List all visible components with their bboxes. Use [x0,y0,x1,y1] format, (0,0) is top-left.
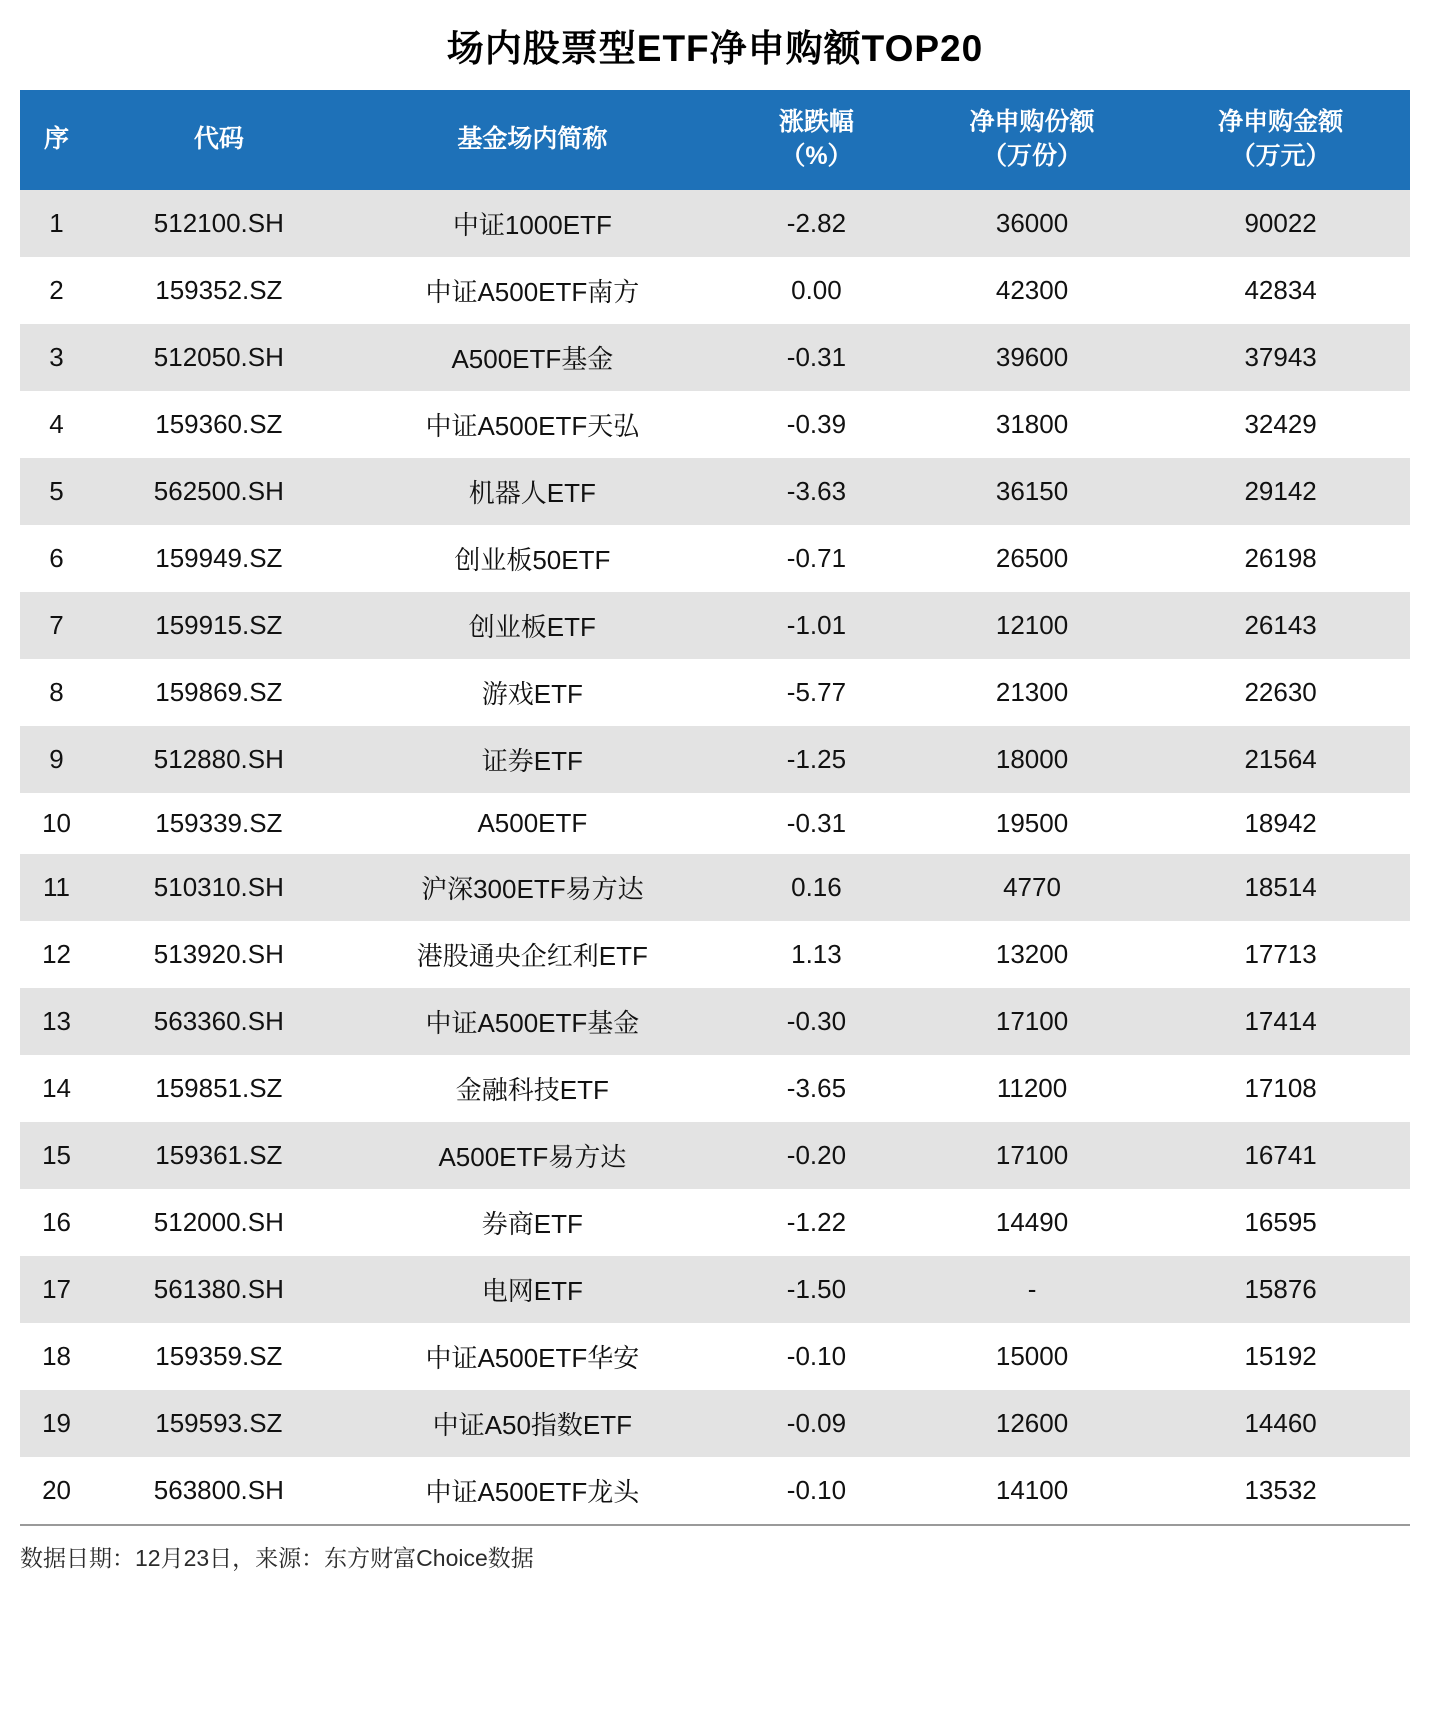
cell-change-pct: -0.39 [720,391,913,458]
cell-change-pct: -1.01 [720,592,913,659]
cell-fund-name: 中证A500ETF天弘 [345,391,720,458]
cell-change-pct: -1.22 [720,1189,913,1256]
table-row [20,1457,1410,1524]
cell-fund-name: 中证1000ETF [345,190,720,257]
cell-net-amount: 18942 [1151,793,1410,854]
cell-net-amount: 17414 [1151,988,1410,1055]
cell-fund-name: 港股通央企红利ETF [345,921,720,988]
cell-index: 8 [20,659,93,726]
table-row [20,659,1410,726]
column-header-net-amount-line1: 净申购金额 [1218,108,1344,136]
table-row [20,324,1410,391]
cell-fund-name: 券商ETF [345,1189,720,1256]
cell-fund-name: 中证A500ETF南方 [345,257,720,324]
table-row [20,257,1410,324]
cell-code: 513920.SH [93,921,345,988]
cell-code: 510310.SH [93,854,345,921]
table-row [20,854,1410,921]
table-row [20,190,1410,257]
cell-fund-name: 沪深300ETF易方达 [345,854,720,921]
cell-net-shares: 39600 [913,324,1151,391]
etf-ranking-table [20,90,1410,1524]
cell-net-shares: 13200 [913,921,1151,988]
column-header-change-pct-line2: （%） [780,141,853,170]
cell-index: 16 [20,1189,93,1256]
cell-code: 159593.SZ [93,1390,345,1457]
cell-change-pct: -0.31 [720,324,913,391]
table-row [20,793,1410,854]
cell-index: 13 [20,988,93,1055]
table-row [20,1122,1410,1189]
cell-net-shares: 18000 [913,726,1151,793]
cell-fund-name: 创业板ETF [345,592,720,659]
cell-net-shares: 19500 [913,793,1151,854]
cell-change-pct: 0.16 [720,854,913,921]
cell-change-pct: -1.25 [720,726,913,793]
cell-change-pct: -0.20 [720,1122,913,1189]
cell-fund-name: A500ETF易方达 [345,1122,720,1189]
cell-code: 159359.SZ [93,1323,345,1390]
cell-index: 17 [20,1256,93,1323]
cell-index: 9 [20,726,93,793]
cell-fund-name: 中证A500ETF基金 [345,988,720,1055]
cell-net-shares: - [913,1256,1151,1323]
table-row [20,592,1410,659]
table-row [20,525,1410,592]
cell-index: 19 [20,1390,93,1457]
cell-net-shares: 36150 [913,458,1151,525]
cell-index: 11 [20,854,93,921]
cell-net-shares: 17100 [913,1122,1151,1189]
cell-code: 159360.SZ [93,391,345,458]
cell-net-shares: 4770 [913,854,1151,921]
cell-net-amount: 26143 [1151,592,1410,659]
cell-index: 12 [20,921,93,988]
cell-fund-name: 电网ETF [345,1256,720,1323]
column-header-net-shares-line2: （万份） [982,141,1083,170]
cell-change-pct: -3.63 [720,458,913,525]
cell-net-amount: 29142 [1151,458,1410,525]
cell-net-shares: 36000 [913,190,1151,257]
cell-net-amount: 90022 [1151,190,1410,257]
cell-change-pct: -0.09 [720,1390,913,1457]
cell-net-amount: 18514 [1151,854,1410,921]
column-header-fund-name-line1: 基金场内简称 [457,124,608,153]
column-header-fund-name [345,90,720,190]
cell-fund-name: 中证A50指数ETF [345,1390,720,1457]
column-header-change-pct-line1: 涨跌幅 [778,108,854,136]
source-note: 数据日期：12月23日，来源：东方财富Choice数据 [20,1544,534,1571]
cell-change-pct: -3.65 [720,1055,913,1122]
table-row [20,1055,1410,1122]
cell-change-pct: -0.31 [720,793,913,854]
cell-net-amount: 42834 [1151,257,1410,324]
cell-change-pct: 1.13 [720,921,913,988]
table-header [20,90,1410,190]
cell-net-amount: 14460 [1151,1390,1410,1457]
cell-index: 2 [20,257,93,324]
cell-net-shares: 12100 [913,592,1151,659]
table-row [20,1256,1410,1323]
table-row [20,391,1410,458]
cell-fund-name: A500ETF [345,793,720,854]
cell-code: 563800.SH [93,1457,345,1524]
table-row [20,921,1410,988]
cell-net-amount: 16595 [1151,1189,1410,1256]
cell-index: 6 [20,525,93,592]
cell-index: 18 [20,1323,93,1390]
table-row [20,726,1410,793]
cell-fund-name: 中证A500ETF龙头 [345,1457,720,1524]
cell-net-shares: 11200 [913,1055,1151,1122]
page-title: 场内股票型ETF净申购额TOP20 [446,28,984,69]
cell-code: 563360.SH [93,988,345,1055]
column-header-code-line1: 代码 [193,124,244,153]
cell-code: 512050.SH [93,324,345,391]
cell-net-amount: 32429 [1151,391,1410,458]
cell-net-amount: 17108 [1151,1055,1410,1122]
cell-change-pct: -0.71 [720,525,913,592]
cell-net-amount: 37943 [1151,324,1410,391]
cell-net-shares: 26500 [913,525,1151,592]
cell-code: 159949.SZ [93,525,345,592]
cell-net-amount: 15876 [1151,1256,1410,1323]
table-header-row [20,90,1410,190]
cell-code: 512100.SH [93,190,345,257]
cell-index: 7 [20,592,93,659]
cell-change-pct: -5.77 [720,659,913,726]
cell-net-amount: 26198 [1151,525,1410,592]
cell-change-pct: -0.10 [720,1323,913,1390]
column-header-net-amount-line2: （万元） [1230,141,1331,170]
cell-change-pct: -0.30 [720,988,913,1055]
cell-index: 15 [20,1122,93,1189]
table-body [20,190,1410,1524]
table-row [20,1390,1410,1457]
cell-code: 159915.SZ [93,592,345,659]
cell-code: 159361.SZ [93,1122,345,1189]
column-header-change-pct [720,90,913,190]
cell-code: 512000.SH [93,1189,345,1256]
cell-code: 562500.SH [93,458,345,525]
cell-net-shares: 12600 [913,1390,1151,1457]
column-header-net-amount [1151,90,1410,190]
cell-net-amount: 21564 [1151,726,1410,793]
column-header-net-shares [913,90,1151,190]
cell-net-amount: 15192 [1151,1323,1410,1390]
cell-net-shares: 15000 [913,1323,1151,1390]
cell-fund-name: 中证A500ETF华安 [345,1323,720,1390]
cell-change-pct: -1.50 [720,1256,913,1323]
cell-net-amount: 22630 [1151,659,1410,726]
cell-index: 3 [20,324,93,391]
cell-code: 159869.SZ [93,659,345,726]
cell-code: 561380.SH [93,1256,345,1323]
cell-code: 159352.SZ [93,257,345,324]
cell-net-shares: 42300 [913,257,1151,324]
table-row [20,988,1410,1055]
column-header-index [20,90,93,190]
cell-index: 4 [20,391,93,458]
table-row [20,1189,1410,1256]
cell-net-shares: 14490 [913,1189,1151,1256]
cell-net-shares: 14100 [913,1457,1151,1524]
cell-index: 1 [20,190,93,257]
cell-net-amount: 13532 [1151,1457,1410,1524]
cell-fund-name: 证券ETF [345,726,720,793]
cell-change-pct: -2.82 [720,190,913,257]
table-row [20,1323,1410,1390]
cell-index: 10 [20,793,93,854]
cell-change-pct: -0.10 [720,1457,913,1524]
cell-net-shares: 31800 [913,391,1151,458]
column-header-net-shares-line1: 净申购份额 [969,108,1095,136]
cell-index: 20 [20,1457,93,1524]
cell-index: 5 [20,458,93,525]
table-row [20,458,1410,525]
cell-net-amount: 16741 [1151,1122,1410,1189]
cell-fund-name: 创业板50ETF [345,525,720,592]
cell-code: 159851.SZ [93,1055,345,1122]
cell-net-amount: 17713 [1151,921,1410,988]
cell-fund-name: 金融科技ETF [345,1055,720,1122]
cell-code: 159339.SZ [93,793,345,854]
cell-fund-name: A500ETF基金 [345,324,720,391]
cell-change-pct: 0.00 [720,257,913,324]
cell-index: 14 [20,1055,93,1122]
column-header-index-line1: 序 [44,124,70,153]
column-header-code [93,90,345,190]
cell-code: 512880.SH [93,726,345,793]
cell-fund-name: 游戏ETF [345,659,720,726]
cell-net-shares: 17100 [913,988,1151,1055]
cell-fund-name: 机器人ETF [345,458,720,525]
cell-net-shares: 21300 [913,659,1151,726]
